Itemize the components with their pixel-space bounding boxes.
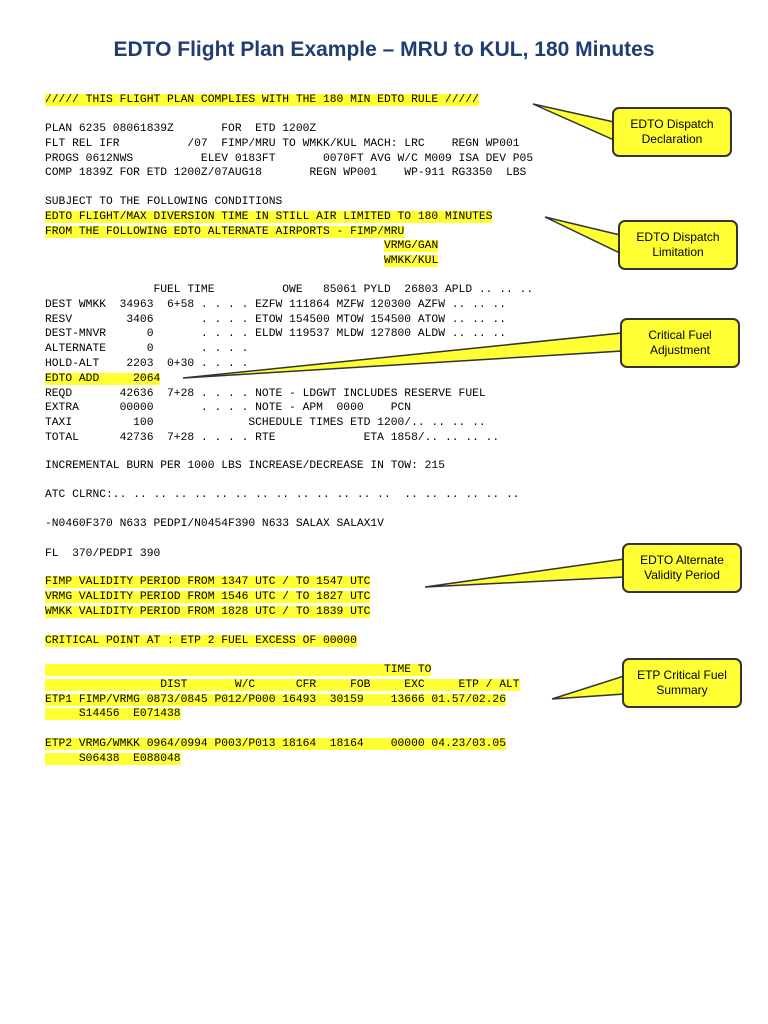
callout-dispatch-limitation: EDTO Dispatch Limitation (618, 220, 738, 270)
etp-header: TIME TO (45, 664, 432, 676)
validity-line: VRMG VALIDITY PERIOD FROM 1546 UTC / TO 1827 UTC (45, 590, 371, 603)
pointer-alternate-validity (425, 559, 624, 587)
fuel-row: HOLD-ALT 2203 0+30 . . . . (45, 357, 249, 370)
atc-clearance: ATC CLRNC:.. .. .. .. .. .. .. .. .. .. .. .. .. .. .. .. .. .. .. .. (45, 489, 520, 501)
callout-critical-fuel: Critical Fuel Adjustment (620, 318, 740, 368)
pointer-dispatch-declaration (533, 104, 614, 140)
fuel-row: ALTERNATE 0 . . . . (45, 343, 249, 356)
etp2-row: ETP2 VRMG/WMKK 0964/0994 P003/P013 18164 18164 00000 04.23/03.05 (45, 737, 506, 750)
fuel-row: EXTRA 00000 . . . . NOTE - APM 0000 PCN (45, 402, 412, 415)
pointer-critical-fuel (183, 333, 622, 378)
callout-dispatch-declaration: EDTO Dispatch Declaration (612, 107, 732, 157)
condition-line: EDTO FLIGHT/MAX DIVERSION TIME IN STILL AIR LIMITED TO 180 MINUTES (45, 210, 493, 223)
fuel-row: REQD 42636 7+28 . . . . NOTE - LDGWT INCLUDES RESERVE FUEL (45, 387, 486, 400)
fuel-row: TOTAL 42736 7+28 . . . . RTE ETA 1858/.. .. .. .. (45, 431, 500, 444)
edto-add-row: EDTO ADD 2064 (45, 372, 161, 385)
etp1-row: ETP1 FIMP/VRMG 0873/0845 P012/P000 16493 30159 13666 01.57/02.26 (45, 693, 506, 706)
etp-header: DIST W/C CFR FOB EXC ETP / ALT (45, 678, 520, 691)
conditions-intro: SUBJECT TO THE FOLLOWING CONDITIONS (45, 196, 283, 208)
condition-line: VRMG/GAN (384, 240, 439, 253)
header-line: FLT REL IFR /07 FIMP/MRU TO WMKK/KUL MACH: LRC REGN WP001 (45, 137, 520, 150)
validity-line: FIMP VALIDITY PERIOD FROM 1347 UTC / TO 1547 UTC (45, 576, 371, 588)
route-line: -N0460F370 N633 PEDPI/N0454F390 N633 SALAX SALAX1V (45, 518, 384, 530)
fuel-header: FUEL TIME OWE 85061 PYLD 26803 APLD .. .. .. (45, 284, 534, 296)
fuel-row: DEST-MNVR 0 . . . . ELDW 119537 MLDW 127800 ALDW .. .. .. (45, 328, 506, 341)
flight-level-line: FL 370/PEDPI 390 (45, 548, 161, 560)
critical-point-line: CRITICAL POINT AT : ETP 2 FUEL EXCESS OF 00000 (45, 635, 357, 647)
incremental-burn: INCREMENTAL BURN PER 1000 LBS INCREASE/DECREASE IN TOW: 215 (45, 460, 445, 472)
header-line: PLAN 6235 08061839Z FOR ETD 1200Z (45, 123, 317, 135)
fuel-row: RESV 3406 . . . . ETOW 154500 MTOW 154500 ATOW .. .. .. (45, 313, 506, 326)
fuel-row: DEST WMKK 34963 6+58 . . . . EZFW 111864 MZFW 120300 AZFW .. .. .. (45, 298, 506, 311)
pointer-etp-summary (552, 676, 624, 699)
etp2-position: S06438 E088048 (45, 752, 181, 765)
validity-line: WMKK VALIDITY PERIOD FROM 1828 UTC / TO 1839 UTC (45, 605, 371, 618)
callout-alternate-validity: EDTO Alternate Validity Period (622, 543, 742, 593)
pointer-dispatch-limitation (545, 217, 620, 253)
condition-line: WMKK/KUL (384, 255, 439, 268)
page-title: EDTO Flight Plan Example – MRU to KUL, 180 Minutes (113, 38, 655, 61)
header-line: COMP 1839Z FOR ETD 1200Z/07AUG18 REGN WP001 WP-911 RG3350 LBS (45, 167, 527, 180)
condition-line: FROM THE FOLLOWING EDTO ALTERNATE AIRPORTS - FIMP/MRU (45, 225, 405, 238)
header-line: PROGS 0612NWS ELEV 0183FT 0070FT AVG W/C M009 ISA DEV P05 (45, 152, 534, 165)
callout-etp-summary: ETP Critical Fuel Summary (622, 658, 742, 708)
fuel-row: TAXI 100 SCHEDULE TIMES ETD 1200/.. .. .. .. (45, 417, 486, 430)
etp1-position: S14456 E071438 (45, 708, 181, 721)
edto-rule-line: ///// THIS FLIGHT PLAN COMPLIES WITH THE 180 MIN EDTO RULE ///// (45, 94, 479, 106)
